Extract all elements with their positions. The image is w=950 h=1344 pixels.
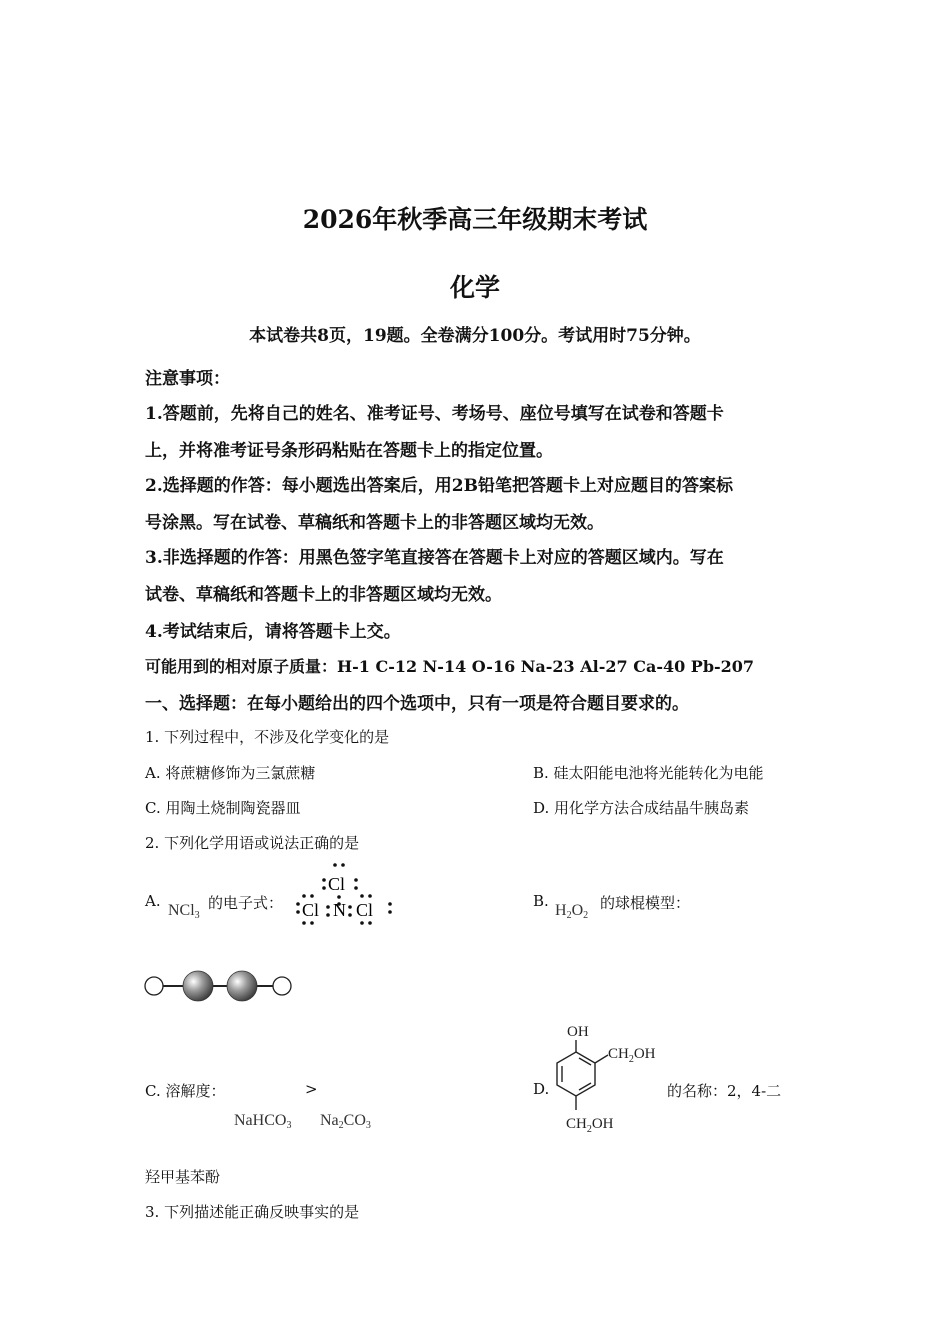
- q1-option-c: C. 用陶土烧制陶瓷器皿: [145, 799, 301, 817]
- q2-d-text: 的名称：2，4-二: [667, 1082, 782, 1100]
- lewis-structure-ncl3: [290, 860, 400, 930]
- q2-c-gt: >: [305, 1080, 318, 1098]
- q1-option-d: D. 用化学方法合成结晶牛胰岛素: [533, 799, 750, 817]
- q1-option-b: B. 硅太阳能电池将光能转化为电能: [533, 764, 764, 782]
- q1-option-a: A. 将蔗糖修饰为三氯蔗糖: [145, 764, 316, 782]
- struct-ch2oh-top: $CH_2OH$: [608, 1046, 656, 1065]
- q2-b-label: B.: [533, 892, 549, 910]
- notice-line-1: 1.答题前，先将自己的姓名、准考证号、考场号、座位号填写在试卷和答题卡: [145, 404, 724, 424]
- q2-d-cont: 羟甲基苯酚: [145, 1168, 221, 1186]
- notice-line-3: 2.选择题的作答：每小题选出答案后，用2B铅笔把答题卡上对应题目的答案标: [145, 476, 733, 496]
- q2-b-text: 的球棍模型：: [600, 894, 691, 912]
- notice-line-6: 试卷、草稿纸和答题卡上的非答题区域均无效。: [145, 585, 502, 605]
- notice-line-2: 上，并将准考证号条形码粘贴在答题卡上的指定位置。: [145, 441, 553, 461]
- struct-oh: OH: [567, 1024, 589, 1040]
- q2-stem: 2. 下列化学用语或说法正确的是: [145, 834, 360, 852]
- q2-a-text: 的电子式：: [208, 894, 284, 912]
- q2-d-label: D.: [533, 1080, 550, 1098]
- q3-stem: 3. 下列描述能正确反映事实的是: [145, 1203, 360, 1221]
- lewis-cl-left: Cl: [302, 900, 320, 920]
- structural-formula-benzene: [548, 1018, 678, 1138]
- lewis-cl-top: Cl: [328, 874, 346, 894]
- q1-stem: 1. 下列过程中，不涉及化学变化的是: [145, 728, 390, 746]
- lewis-cl-right: Cl: [356, 900, 374, 920]
- struct-ch2oh-bottom: $CH_2OH$: [566, 1116, 614, 1135]
- notice-line-7: 4.考试结束后，请将答题卡上交。: [145, 622, 401, 642]
- exam-intro: 本试卷共8页，19题。全卷满分100分。考试用时75分钟。: [249, 326, 701, 346]
- notice-line-5: 3.非选择题的作答：用黑色签字笔直接答在答题卡上对应的答题区域内。写在: [145, 548, 724, 568]
- lewis-n: N: [333, 900, 346, 920]
- section-1-heading: 一、选择题：在每小题给出的四个选项中，只有一项是符合题目要求的。: [145, 694, 689, 714]
- q2-c-na2co3: $Na_2CO_3$: [320, 1112, 371, 1131]
- q2-c-nahco3: NaHCO$_3$: [234, 1112, 292, 1131]
- notice-heading: 注意事项：: [145, 369, 230, 389]
- q2-b-formula: $H_2O_2$: [555, 902, 589, 921]
- exam-subject: 化学: [449, 273, 500, 302]
- q2-a-label: A.: [145, 892, 161, 910]
- q2-a-formula: NCl$_3$: [168, 902, 200, 921]
- h2o2-ball-stick-model: [140, 968, 300, 1008]
- q2-c-label: C. 溶解度：: [145, 1082, 226, 1100]
- exam-title: 2026年秋季高三年级期末考试: [302, 205, 648, 234]
- atomic-mass-line: 可能用到的相对原子质量：H-1 C-12 N-14 O-16 Na-23 Al-27 Ca-40 Pb-207: [145, 657, 755, 676]
- notice-line-4: 号涂黑。写在试卷、草稿纸和答题卡上的非答题区域均无效。: [145, 513, 604, 533]
